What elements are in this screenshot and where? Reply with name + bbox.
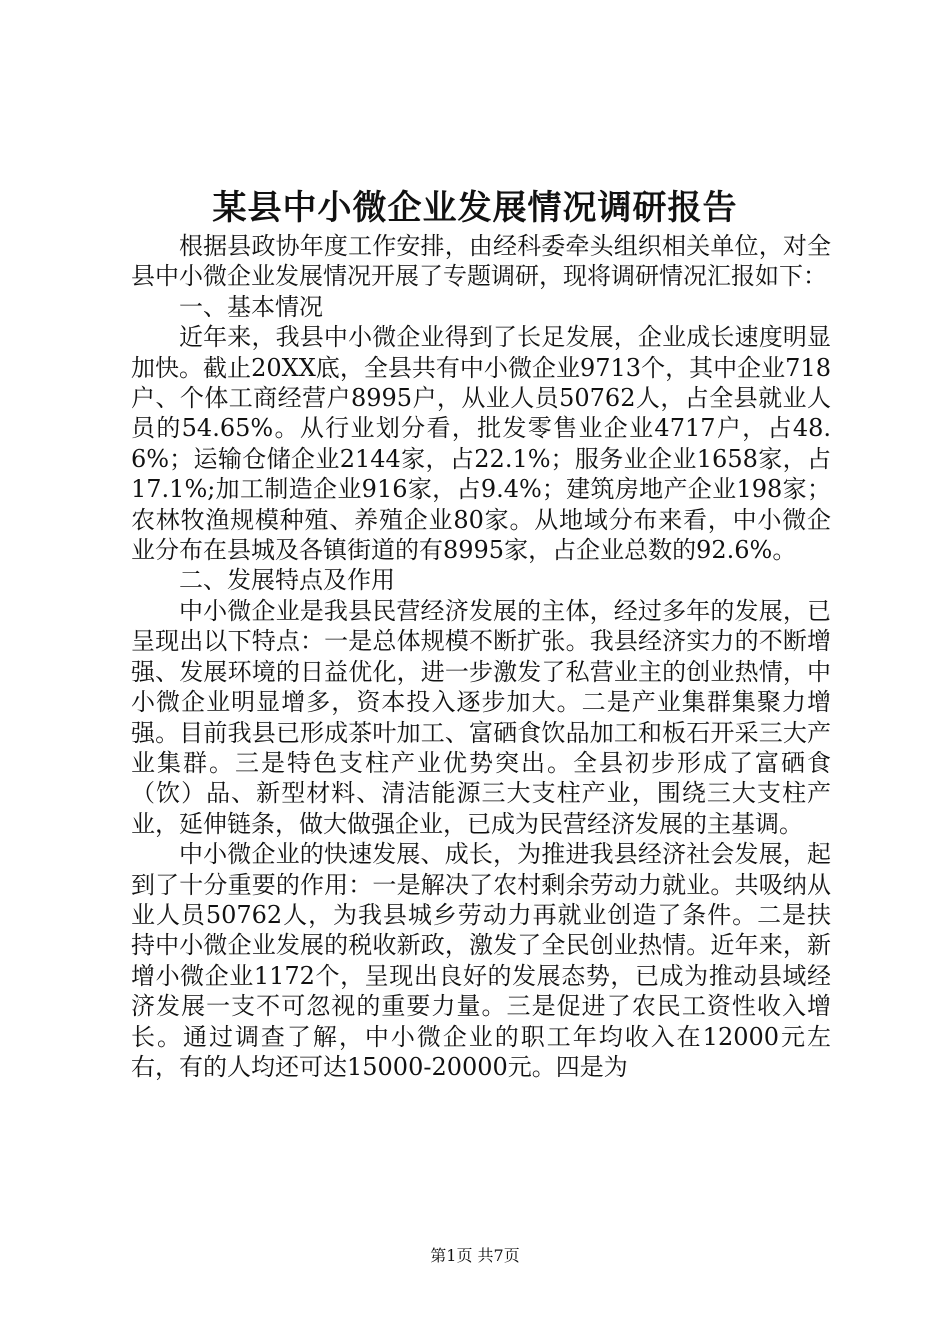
section-heading-basic: 一、基本情况 <box>179 292 323 321</box>
document-body <box>131 231 831 1082</box>
document-title: 某县中小微企业发展情况调研报告 <box>212 188 738 228</box>
intro-paragraph: 根据县政协年度工作安排，由经科委牵头组织相关单位，对全县中小微企业发展情况开展了专题调研，现将调研情况汇报如下： <box>131 232 831 291</box>
paragraph-features: 中小微企业是我县民营经济发展的主体，经过多年的发展，已呈现出以下特点：一是总体规模不断扩张。我县经济实力的不断增强、发展环境的日益优化，进一步激发了私营业主的创业热情，中小微企业明显增多，资本投入逐步加大。二是产业集群集聚力增强。目前我县已形成茶叶加工、富硒食饮品加工和板石开采三大产业集群。三是特色支柱产业优势突出。全县初步形成了富硒食（饮）品、新型材料、清洁能源三大支柱产业，围绕三大支柱产业，延伸链条，做大做强企业，已成为民营经济发展的主基调。 <box>131 596 831 838</box>
page-number-footer: 第1页 共7页 <box>430 1246 520 1265</box>
paragraph-basic-situation: 近年来，我县中小微企业得到了长足发展，企业成长速度明显加快。截止20XX底，全县共有中小微企业9713个，其中企业718户、个体工商经营户8995户，从业人员50762人，占全县就业人员的54.65%。从行业划分看，批发零售业企业4717户，占48.6%；运输仓储企业2144家，占22.1%；服务业企业1658家，占17.1%;加工制造企业916家，占9.4%；建筑房地产企业198家；农林牧渔规模种殖、养殖企业80家。从地域分布来看，中小微企业分布在县城及各镇街道的有8995家，占企业总数的92.6%。 <box>131 323 831 565</box>
section-heading-features: 二、发展特点及作用 <box>179 566 395 595</box>
paragraph-roles: 中小微企业的快速发展、成长，为推进我县经济社会发展，起到了十分重要的作用：一是解决了农村剩余劳动力就业。共吸纳从业人员50762人，为我县城乡劳动力再就业创造了条件。二是扶持中小微企业发展的税收新政，激发了全民创业热情。近年来，新增小微企业1172个，呈现出良好的发展态势，已成为推动县域经济发展一支不可忽视的重要力量。三是促进了农民工资性收入增长。通过调查了解，中小微企业的职工年均收入在12000元左右，有的人均还可达15000-20000元。四是为 <box>131 840 831 1081</box>
